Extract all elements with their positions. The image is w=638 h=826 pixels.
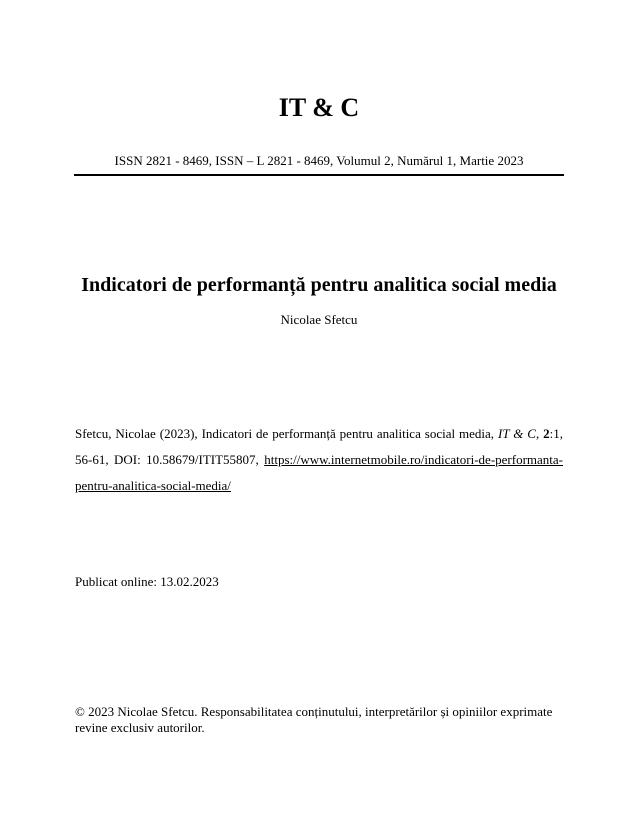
author-name: Nicolae Sfetcu — [280, 312, 358, 327]
citation-paragraph — [75, 421, 563, 499]
citation-volume: 2 — [543, 426, 550, 441]
citation-separator: , — [535, 426, 540, 441]
issn-volume-line: ISSN 2821 - 8469, ISSN – L 2821 - 8469, Volumul 2, Numărul 1, Martie 2023 — [114, 153, 524, 168]
copyright-notice: © 2023 Nicolae Sfetcu. Responsabilitatea conținutului, interpretărilor și opiniilor exprimate revine exclusiv autorilor. — [75, 704, 553, 735]
citation-prefix: Sfetcu, Nicolae (2023), Indicatori de performanță pentru analitica social media, — [75, 426, 495, 441]
journal-title: IT & C — [278, 93, 360, 122]
citation-issue-pages-doi: :1, 56-61, DOI: 10.58679/ITIT55807, — [75, 426, 564, 467]
article-title: Indicatori de performanță pentru analitica social media — [81, 274, 557, 296]
citation-journal: IT & C — [497, 426, 536, 441]
header-divider — [74, 174, 564, 176]
publication-date: Publicat online: 13.02.2023 — [75, 574, 219, 589]
citation-url-link[interactable]: https://www.internetmobile.ro/indicatori-de-performanta-pentru-analitica-social-media/ — [75, 452, 564, 493]
